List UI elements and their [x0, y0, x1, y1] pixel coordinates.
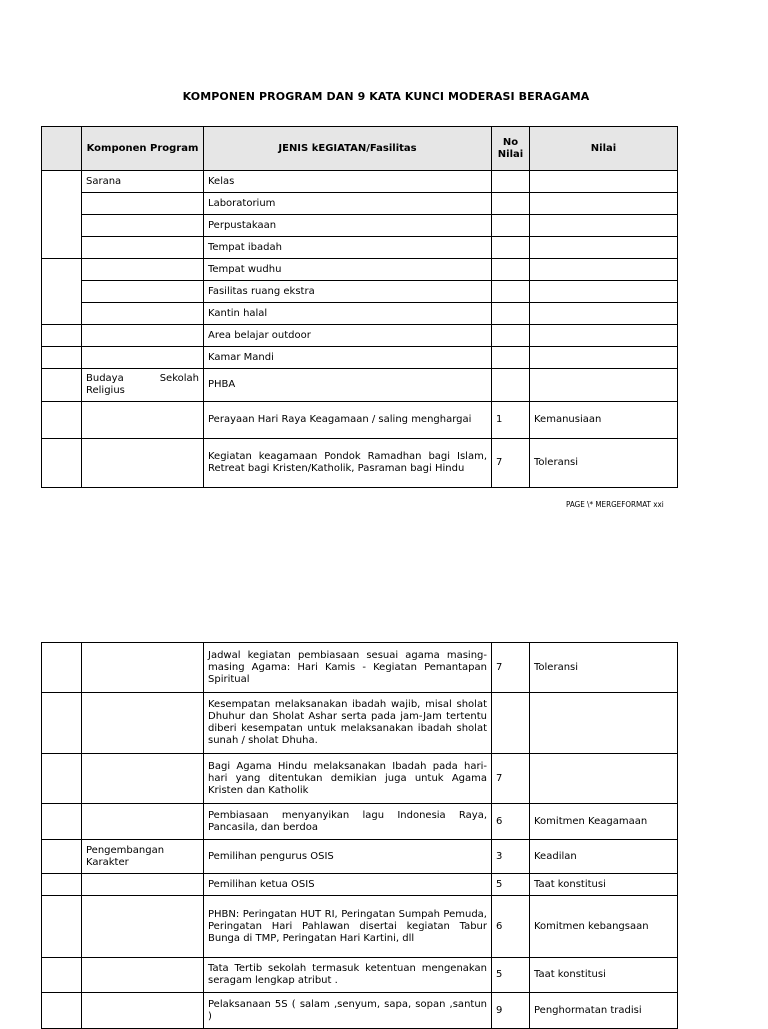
cell-no-nilai: 1 [492, 402, 530, 439]
table-row [42, 958, 678, 993]
program-table-2 [41, 642, 678, 1029]
table-row [42, 804, 678, 840]
cell-nilai [530, 215, 678, 237]
cell-no-nilai: 5 [492, 958, 530, 993]
cell-komponen [82, 193, 204, 215]
cell-jenis: PHBN: Peringatan HUT RI, Peringatan Sumpah Pemuda, Peringatan Hari Pahlawan disertai kegiatan Tabur Bunga di TMP, Peringatan Hari Kartini, dll [204, 896, 492, 958]
cell-komponen [82, 643, 204, 693]
cell-no-nilai [492, 193, 530, 215]
table-row [42, 643, 678, 693]
cell-komponen [82, 754, 204, 804]
cell-nilai: Kemanusiaan [530, 402, 678, 439]
cell-komponen: Sarana [82, 171, 204, 193]
table-2-body [42, 643, 678, 1029]
table-row [42, 193, 678, 215]
document-title: KOMPONEN PROGRAM DAN 9 KATA KUNCI MODERASI BERAGAMA [182, 90, 590, 103]
cell-jenis: Fasilitas ruang ekstra [204, 281, 492, 303]
cell-komponen [82, 215, 204, 237]
cell-jenis: Kesempatan melaksanakan ibadah wajib, misal sholat Dhuhur dan Sholat Ashar serta pada jam-Jam tertentu diberi kesempatan untuk melaksanakan ibadah sholat sunah / sholat Dhuha. [204, 693, 492, 754]
cell-nilai [530, 325, 678, 347]
program-table-1 [41, 126, 678, 488]
cell-blank [42, 402, 82, 439]
table-row [42, 215, 678, 237]
cell-blank [42, 693, 82, 754]
cell-no-nilai: 5 [492, 874, 530, 896]
cell-komponen [82, 303, 204, 325]
table-row [42, 896, 678, 958]
page-field: PAGE \* MERGEFORMAT xxi [566, 500, 664, 509]
cell-no-nilai [492, 171, 530, 193]
cell-nilai: Komitmen Keagamaan [530, 804, 678, 840]
cell-nilai: Penghormatan tradisi [530, 993, 678, 1029]
cell-blank [42, 325, 82, 347]
cell-nilai: Toleransi [530, 643, 678, 693]
cell-komponen [82, 439, 204, 488]
cell-no-nilai: 6 [492, 804, 530, 840]
cell-jenis: Pelaksanaan 5S ( salam ,senyum, sapa, sopan ,santun ) [204, 993, 492, 1029]
cell-no-nilai [492, 281, 530, 303]
cell-no-nilai: 6 [492, 896, 530, 958]
cell-jenis: Tata Tertib sekolah termasuk ketentuan mengenakan seragam lengkap atribut . [204, 958, 492, 993]
cell-no-nilai [492, 259, 530, 281]
cell-jenis: Area belajar outdoor [204, 325, 492, 347]
table-1-body [42, 171, 678, 488]
cell-no-nilai [492, 303, 530, 325]
cell-blank [42, 958, 82, 993]
cell-nilai [530, 237, 678, 259]
table-row [42, 402, 678, 439]
table-row [42, 303, 678, 325]
header-no-nilai: No Nilai [492, 127, 530, 171]
cell-jenis: Tempat wudhu [204, 259, 492, 281]
cell-komponen [82, 958, 204, 993]
table-row [42, 369, 678, 402]
table-row [42, 281, 678, 303]
cell-komponen [82, 281, 204, 303]
cell-nilai [530, 303, 678, 325]
cell-jenis: PHBA [204, 369, 492, 402]
table-header-row [42, 127, 678, 171]
cell-blank [42, 804, 82, 840]
cell-nilai [530, 693, 678, 754]
cell-komponen [82, 325, 204, 347]
cell-nilai: Keadilan [530, 840, 678, 874]
table-row [42, 347, 678, 369]
cell-blank [42, 259, 82, 325]
cell-jenis: Pembiasaan menyanyikan lagu Indonesia Raya, Pancasila, dan berdoa [204, 804, 492, 840]
cell-jenis: Kamar Mandi [204, 347, 492, 369]
cell-blank [42, 439, 82, 488]
header-blank [42, 127, 82, 171]
cell-no-nilai [492, 215, 530, 237]
cell-komponen [82, 993, 204, 1029]
cell-jenis: Laboratorium [204, 193, 492, 215]
table-row [42, 874, 678, 896]
cell-komponen [82, 804, 204, 840]
cell-jenis: Tempat ibadah [204, 237, 492, 259]
header-nilai: Nilai [530, 127, 678, 171]
table-row [42, 171, 678, 193]
cell-jenis: Pemilihan pengurus OSIS [204, 840, 492, 874]
cell-no-nilai: 7 [492, 754, 530, 804]
cell-no-nilai: 3 [492, 840, 530, 874]
cell-blank [42, 369, 82, 402]
cell-komponen: Pengembangan Karakter [82, 840, 204, 874]
cell-no-nilai: 7 [492, 643, 530, 693]
cell-no-nilai [492, 369, 530, 402]
header-komponen: Komponen Program [82, 127, 204, 171]
cell-nilai: Taat konstitusi [530, 874, 678, 896]
cell-jenis: Perpustakaan [204, 215, 492, 237]
header-jenis: JENIS kEGIATAN/Fasilitas [204, 127, 492, 171]
cell-blank [42, 874, 82, 896]
table-row [42, 754, 678, 804]
cell-blank [42, 643, 82, 693]
cell-nilai [530, 281, 678, 303]
cell-blank [42, 993, 82, 1029]
cell-nilai: Komitmen kebangsaan [530, 896, 678, 958]
cell-blank [42, 754, 82, 804]
cell-nilai [530, 347, 678, 369]
cell-jenis: Kantin halal [204, 303, 492, 325]
cell-no-nilai [492, 347, 530, 369]
cell-komponen [82, 402, 204, 439]
cell-nilai: Taat konstitusi [530, 958, 678, 993]
cell-no-nilai [492, 693, 530, 754]
cell-blank [42, 896, 82, 958]
cell-blank [42, 171, 82, 259]
cell-komponen [82, 896, 204, 958]
cell-nilai [530, 193, 678, 215]
cell-nilai [530, 754, 678, 804]
cell-nilai [530, 369, 678, 402]
cell-nilai [530, 259, 678, 281]
cell-komponen [82, 347, 204, 369]
cell-jenis: Kelas [204, 171, 492, 193]
cell-jenis: Jadwal kegiatan pembiasaan sesuai agama masing-masing Agama: Hari Kamis - Kegiatan Pemantapan Spiritual [204, 643, 492, 693]
cell-jenis: Bagi Agama Hindu melaksanakan Ibadah pada hari-hari yang ditentukan demikian juga untuk Agama Kristen dan Katholik [204, 754, 492, 804]
cell-blank [42, 347, 82, 369]
cell-komponen [82, 693, 204, 754]
cell-nilai: Toleransi [530, 439, 678, 488]
table-row [42, 439, 678, 488]
cell-no-nilai [492, 325, 530, 347]
cell-komponen: Budaya Sekolah Religius [82, 369, 204, 402]
cell-komponen [82, 874, 204, 896]
table-row [42, 693, 678, 754]
cell-no-nilai [492, 237, 530, 259]
table-row [42, 840, 678, 874]
cell-jenis: Kegiatan keagamaan Pondok Ramadhan bagi Islam, Retreat bagi Kristen/Katholik, Pasraman bagi Hindu [204, 439, 492, 488]
cell-no-nilai: 9 [492, 993, 530, 1029]
cell-jenis: Pemilihan ketua OSIS [204, 874, 492, 896]
cell-no-nilai: 7 [492, 439, 530, 488]
table-row [42, 259, 678, 281]
table-row [42, 325, 678, 347]
table-row [42, 237, 678, 259]
cell-nilai [530, 171, 678, 193]
table-row [42, 993, 678, 1029]
cell-blank [42, 840, 82, 874]
cell-komponen [82, 259, 204, 281]
cell-jenis: Perayaan Hari Raya Keagamaan / saling menghargai [204, 402, 492, 439]
cell-komponen [82, 237, 204, 259]
